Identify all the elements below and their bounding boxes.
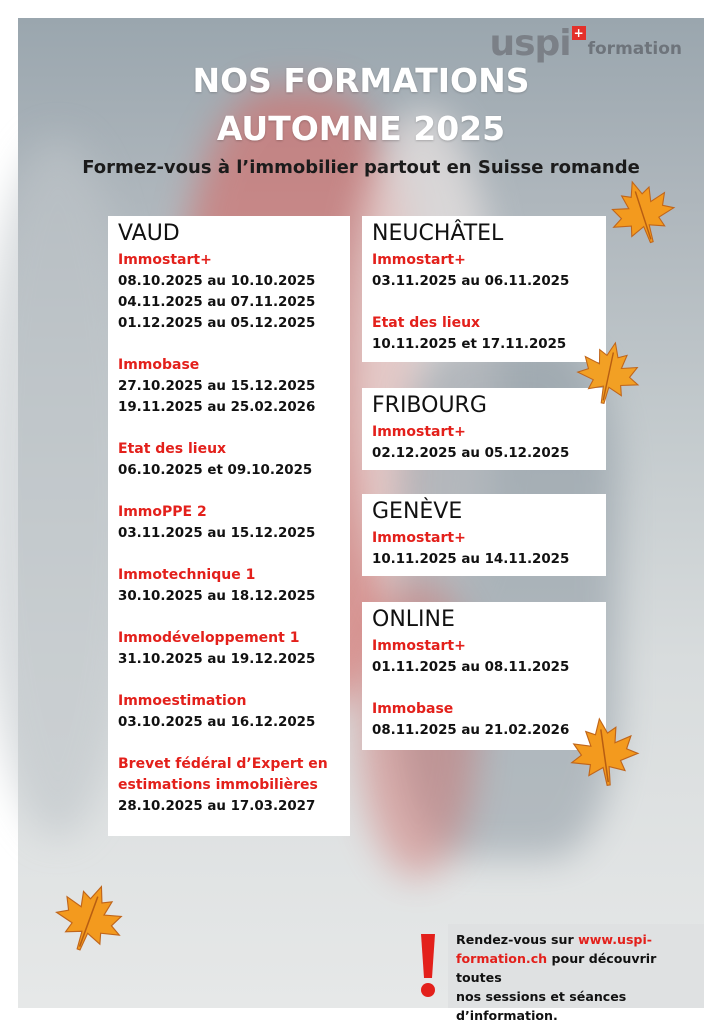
page-title-line-2: AUTOMNE 2025 — [216, 109, 506, 148]
course-date: 19.11.2025 au 25.02.2026 — [118, 400, 316, 416]
course-name: Immostart+ — [372, 424, 466, 441]
course-name: Etat des lieux — [372, 315, 481, 332]
course-date: 06.10.2025 et 09.10.2025 — [118, 463, 313, 479]
maple-leaf-icon — [574, 338, 644, 408]
region-card-vaud — [108, 216, 350, 836]
course-date: 01.11.2025 au 08.11.2025 — [372, 660, 570, 676]
course-name: Immodéveloppement 1 — [118, 630, 300, 647]
course-name: Immotechnique 1 — [118, 567, 256, 584]
region-card-neuchatel — [362, 216, 606, 362]
course-name: Brevet fédéral d’Expert en — [118, 756, 328, 773]
course-name: Immobase — [118, 357, 200, 374]
page-subtitle: Formez-vous à l’immobilier partout en Suisse romande — [82, 157, 640, 178]
course-name: Immostart+ — [372, 638, 466, 655]
course-date: 30.10.2025 au 18.12.2025 — [118, 589, 316, 605]
maple-leaf-icon — [566, 714, 642, 790]
page-title-line-1: NOS FORMATIONS — [192, 61, 530, 100]
course-name: Immostart+ — [118, 252, 212, 269]
region-title: FRIBOURG — [372, 393, 487, 418]
course-name: Immostart+ — [372, 252, 466, 269]
note-text: pour découvrir toutes — [456, 951, 657, 985]
exclamation-icon — [418, 932, 438, 998]
course-name: estimations immobilières — [118, 777, 318, 794]
course-name: Immobase — [372, 701, 454, 718]
maple-leaf-icon — [606, 176, 678, 248]
region-title: ONLINE — [372, 607, 455, 632]
course-name: Immostart+ — [372, 530, 466, 547]
poster — [18, 18, 704, 1023]
note-prefix: Rendez-vous sur — [456, 932, 579, 947]
region-card-fribourg — [362, 388, 606, 470]
course-name: Etat des lieux — [118, 441, 227, 458]
course-date: 28.10.2025 au 17.03.2027 — [118, 799, 316, 815]
region-card-geneve — [362, 494, 606, 576]
course-date: 08.11.2025 au 21.02.2026 — [372, 723, 570, 739]
note-text: d’information. — [456, 1008, 558, 1023]
uspi-logo — [489, 23, 682, 64]
course-date: 27.10.2025 au 15.12.2025 — [118, 379, 316, 395]
region-title: GENÈVE — [372, 499, 463, 524]
course-name: ImmoPPE 2 — [118, 504, 207, 521]
course-date: 03.11.2025 au 06.11.2025 — [372, 274, 570, 290]
info-note-text — [456, 930, 700, 1025]
website-link[interactable]: formation.ch — [456, 951, 548, 966]
course-date: 03.11.2025 au 15.12.2025 — [118, 526, 316, 542]
course-date: 10.11.2025 et 17.11.2025 — [372, 337, 567, 353]
website-link[interactable]: www.uspi- — [578, 932, 652, 947]
swiss-cross-icon: + — [573, 26, 584, 40]
course-date: 04.11.2025 au 07.11.2025 — [118, 295, 316, 311]
region-title: VAUD — [118, 221, 180, 246]
course-name: Immoestimation — [118, 693, 247, 710]
course-date: 01.12.2025 au 05.12.2025 — [118, 316, 316, 332]
course-date: 08.10.2025 au 10.10.2025 — [118, 274, 316, 290]
note-text: nos sessions et séances — [456, 989, 627, 1004]
logo-brand: uspi — [489, 23, 571, 64]
course-date: 02.12.2025 au 05.12.2025 — [372, 446, 570, 462]
info-note — [448, 924, 704, 1023]
region-title: NEUCHÂTEL — [372, 221, 504, 246]
maple-leaf-icon — [52, 880, 128, 956]
logo-suffix: formation — [587, 39, 682, 59]
course-date: 03.10.2025 au 16.12.2025 — [118, 715, 316, 731]
course-date: 31.10.2025 au 19.12.2025 — [118, 652, 316, 668]
course-date: 10.11.2025 au 14.11.2025 — [372, 552, 570, 568]
